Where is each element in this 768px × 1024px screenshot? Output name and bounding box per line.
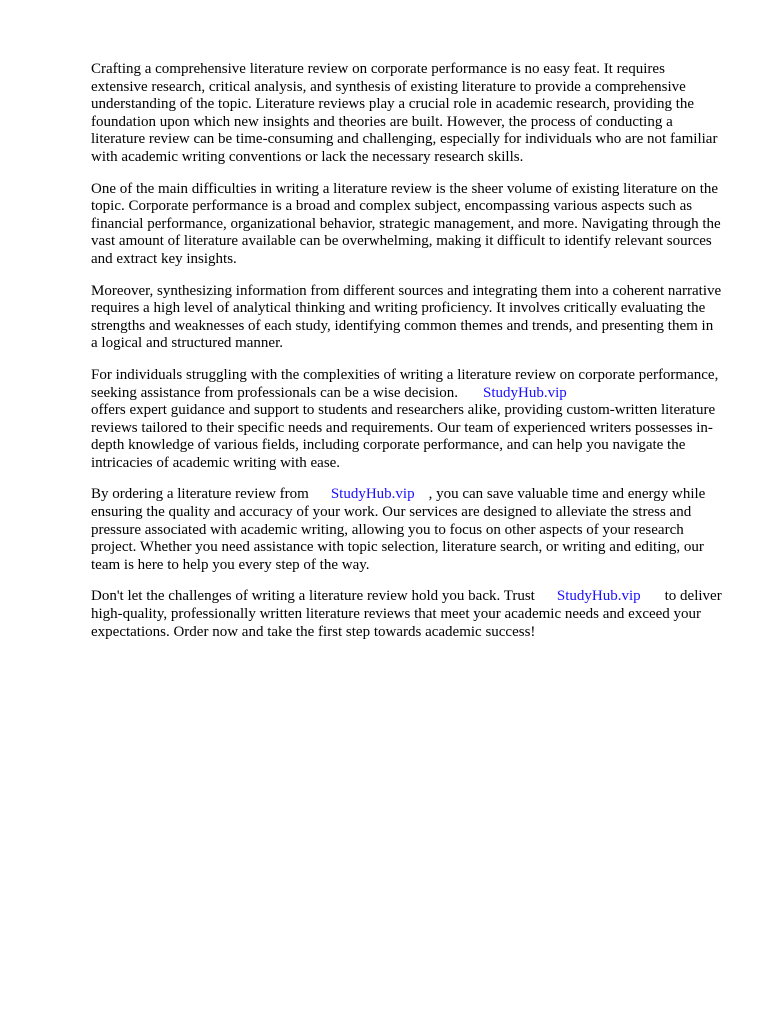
studyhub-link-2[interactable]: StudyHub.vip <box>330 486 415 503</box>
paragraph-ordering-text-after: , you can save valuable time and energy while ensuring the quality and accuracy of your work. Our services are designed to alleviate the stress and pressure associated with academic writing, allowing you to focus on other aspects of your research project. Whether you need assistance with topic selection, literature search, or writing and editing, our team is here to help you every step of the way. <box>91 486 706 573</box>
paragraph-assistance <box>91 367 723 473</box>
paragraph-closing-text-before: Don't let the challenges of writing a literature review hold you back. Trust <box>91 588 535 605</box>
paragraph-ordering <box>91 486 723 574</box>
paragraph-ordering-text-before: By ordering a literature review from <box>91 486 309 503</box>
paragraph-closing <box>91 588 723 641</box>
paragraph-closing-text-after: to deliver high-quality, professionally written literature reviews that meet your academic needs and exceed your expectations. Order now and take the first step towards academic success! <box>91 588 722 640</box>
document-body <box>91 61 723 655</box>
paragraph-intro: Crafting a comprehensive literature review on corporate performance is no easy feat. It requires extensive research, critical analysis, and synthesis of existing literature to provide a comprehensive understanding of the topic. Literature reviews play a crucial role in academic research, providing the foundation upon which new insights and theories are built. However, the process of conducting a literature review can be time-consuming and challenging, especially for individuals who are not familiar with academic writing conventions or lack the necessary research skills. <box>91 61 718 165</box>
studyhub-link-1[interactable]: StudyHub.vip <box>482 384 567 401</box>
paragraph-assistance-text-after: offers expert guidance and support to students and researchers alike, providing custom-written literature reviews tailored to their specific needs and requirements. Our team of experienced writers possesses in-depth knowledge of various fields, including corporate performance, and can help you navigate the intricacies of academic writing with ease. <box>91 402 716 471</box>
paragraph-synthesizing: Moreover, synthesizing information from different sources and integrating them into a coherent narrative requires a high level of analytical thinking and writing proficiency. It involves critically evaluating the strengths and weaknesses of each study, identifying common themes and trends, and presenting them in a logical and structured manner. <box>91 282 722 352</box>
studyhub-link-3[interactable]: StudyHub.vip <box>556 588 641 605</box>
paragraph-assistance-text-before: For individuals struggling with the complexities of writing a literature review on corporate performance, seeking assistance from professionals can be a wise decision. <box>91 366 719 401</box>
paragraph-difficulties: One of the main difficulties in writing a literature review is the sheer volume of existing literature on the topic. Corporate performance is a broad and complex subject, encompassing various aspects such as financial performance, organizational behavior, strategic management, and more. Navigating through the vast amount of literature available can be overwhelming, making it difficult to identify relevant sources and extract key insights. <box>91 180 721 267</box>
